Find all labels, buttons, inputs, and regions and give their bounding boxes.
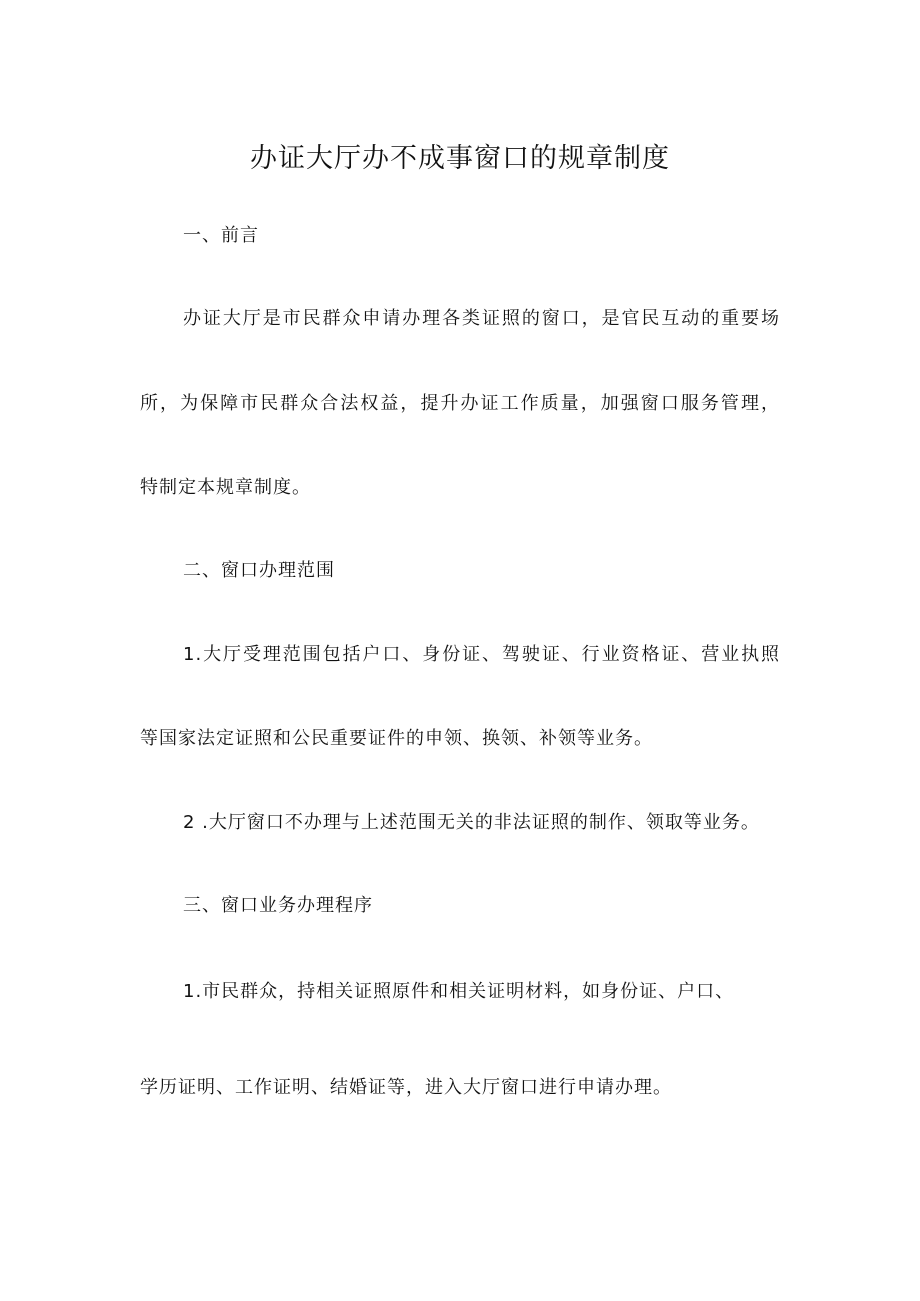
document-title: 办证大厅办不成事窗口的规章制度 (250, 143, 670, 174)
section-heading-scope: 二、窗口办理范围 (183, 560, 335, 581)
paragraph-line: 所，为保障市民群众合法权益，提升办证工作质量，加强窗口服务管理， (140, 393, 780, 414)
section-heading-procedure: 三、窗口业务办理程序 (183, 895, 373, 916)
paragraph-line: 学历证明、工作证明、结婚证等，进入大厅窗口进行申请办理。 (140, 1077, 672, 1098)
paragraph-line: 等国家法定证照和公民重要证件的申领、换领、补领等业务。 (140, 728, 653, 749)
paragraph-line: 办证大厅是市民群众申请办理各类证照的窗口，是官民互动的重要场 (183, 308, 780, 329)
paragraph-line: 1.市民群众，持相关证照原件和相关证明材料，如身份证、户口、 (183, 981, 735, 1002)
section-heading-preface: 一、前言 (183, 225, 259, 246)
paragraph-line: 2 .大厅窗口不办理与上述范围无关的非法证照的制作、领取等业务。 (183, 812, 760, 833)
paragraph-line: 特制定本规章制度。 (140, 477, 311, 498)
paragraph-line: 1.大厅受理范围包括户口、身份证、驾驶证、行业资格证、营业执照 (183, 644, 780, 665)
